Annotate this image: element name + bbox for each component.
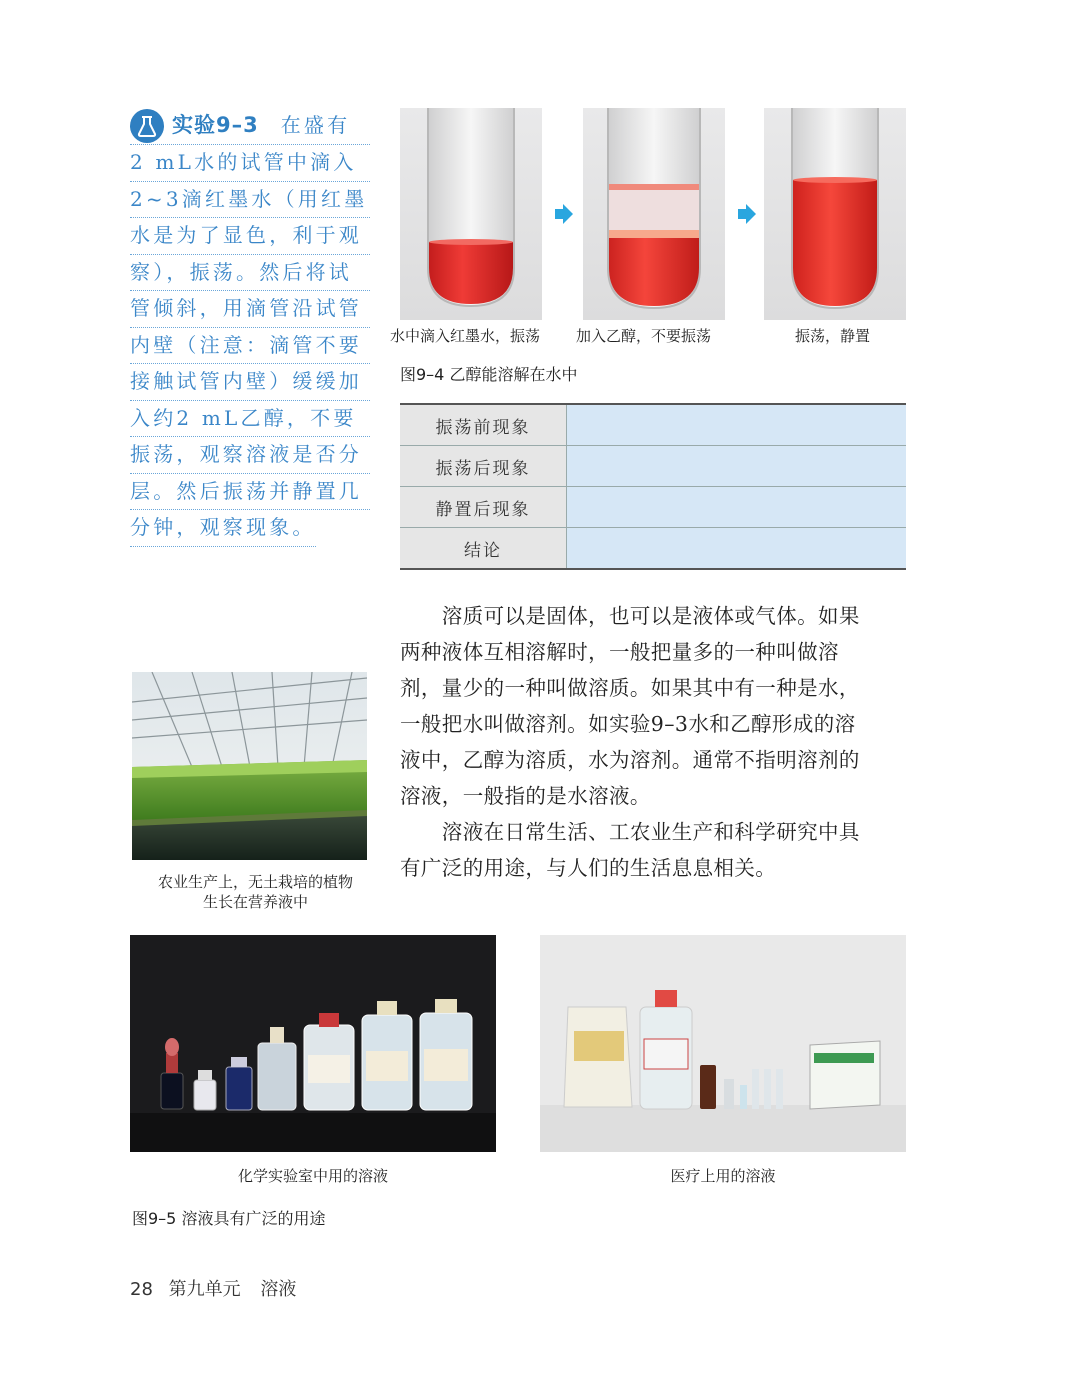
tube-caption-2: 加入乙醇，不要振荡 xyxy=(576,327,712,345)
body-paragraph-2 xyxy=(400,814,908,886)
table-row xyxy=(400,446,906,487)
experiment-line: 察），振荡。然后将试 xyxy=(130,255,370,292)
test-tube-photo-1 xyxy=(400,108,542,320)
table-row xyxy=(400,487,906,528)
paragraph-line: 有广泛的用途，与人们的生活息息相关。 xyxy=(400,856,777,880)
paragraph-line: 溶液在日常生活、工农业生产和科学研究中具 xyxy=(400,820,860,844)
figure-9-5-title: 图9–5 溶液具有广泛的用途 xyxy=(132,1209,326,1228)
experiment-flask-icon xyxy=(130,109,164,143)
table-row-label: 振荡前现象 xyxy=(400,404,567,446)
body-paragraph-1 xyxy=(400,598,908,814)
table-row-value xyxy=(567,528,907,570)
arrow-right-icon xyxy=(555,204,573,224)
experiment-line: 内壁（注意：滴管不要 xyxy=(130,328,370,365)
experiment-line: 分钟，观察现象。 xyxy=(130,510,316,547)
experiment-line: 2~3滴红墨水（用红墨 xyxy=(130,182,370,219)
test-tube-photo-2 xyxy=(583,108,725,320)
greenhouse-caption-line: 农业生产上，无土栽培的植物 xyxy=(157,873,353,891)
experiment-box xyxy=(130,108,370,547)
paragraph-line: 一般把水叫做溶剂。如实验9–3水和乙醇形成的溶 xyxy=(400,712,856,736)
greenhouse-photo xyxy=(132,672,367,860)
observation-table xyxy=(400,403,906,570)
table-row-label: 静置后现象 xyxy=(400,487,567,528)
experiment-line: 水是为了显色，利于观 xyxy=(130,218,370,255)
greenhouse-caption xyxy=(132,872,379,912)
medical-solutions-photo xyxy=(540,935,906,1152)
experiment-line: 管倾斜，用滴管沿试管 xyxy=(130,291,370,328)
experiment-line: 2 mL水的试管中滴入 xyxy=(130,145,370,182)
experiment-line xyxy=(130,108,370,145)
paragraph-line: 溶质可以是固体，也可以是液体或气体。如果 xyxy=(400,604,860,628)
experiment-text: 在盛有 xyxy=(280,113,351,138)
paragraph-line: 液中，乙醇为溶质，水为溶剂。通常不指明溶剂的 xyxy=(400,748,860,772)
paragraph-line: 两种液体互相溶解时，一般把量多的一种叫做溶 xyxy=(400,640,839,664)
table-row-label: 结论 xyxy=(400,528,567,570)
lab-solutions-photo xyxy=(130,935,496,1152)
experiment-title: 实验9–3 xyxy=(172,113,259,138)
tube-caption-1: 水中滴入红墨水，振荡 xyxy=(390,327,541,345)
unit-topic: 溶液 xyxy=(260,1279,297,1300)
experiment-line: 振荡，观察溶液是否分 xyxy=(130,437,370,474)
table-row xyxy=(400,404,906,446)
experiment-line: 入约2 mL乙醇，不要 xyxy=(130,401,370,438)
unit-name: 第九单元 xyxy=(168,1279,241,1300)
experiment-line: 层。然后振荡并静置几 xyxy=(130,474,370,511)
paragraph-line: 剂，量少的一种叫做溶质。如果其中有一种是水， xyxy=(400,676,860,700)
table-row-value xyxy=(567,446,907,487)
table-row xyxy=(400,528,906,570)
table-row-label: 振荡后现象 xyxy=(400,446,567,487)
tube-caption-3: 振荡，静置 xyxy=(795,327,871,345)
experiment-line: 接触试管内壁）缓缓加 xyxy=(130,364,370,401)
figure-9-4-title: 图9–4 乙醇能溶解在水中 xyxy=(400,365,578,384)
arrow-right-icon xyxy=(738,204,756,224)
medical-solutions-caption: 医疗上用的溶液 xyxy=(670,1167,776,1185)
test-tube-photo-3 xyxy=(764,108,906,320)
greenhouse-caption-line: 生长在营养液中 xyxy=(202,893,308,911)
page-footer xyxy=(130,1275,296,1301)
paragraph-line: 溶液，一般指的是水溶液。 xyxy=(400,784,651,808)
table-row-value xyxy=(567,404,907,446)
table-row-value xyxy=(567,487,907,528)
page-number: 28 xyxy=(130,1279,153,1300)
lab-solutions-caption: 化学实验室中用的溶液 xyxy=(237,1167,388,1185)
